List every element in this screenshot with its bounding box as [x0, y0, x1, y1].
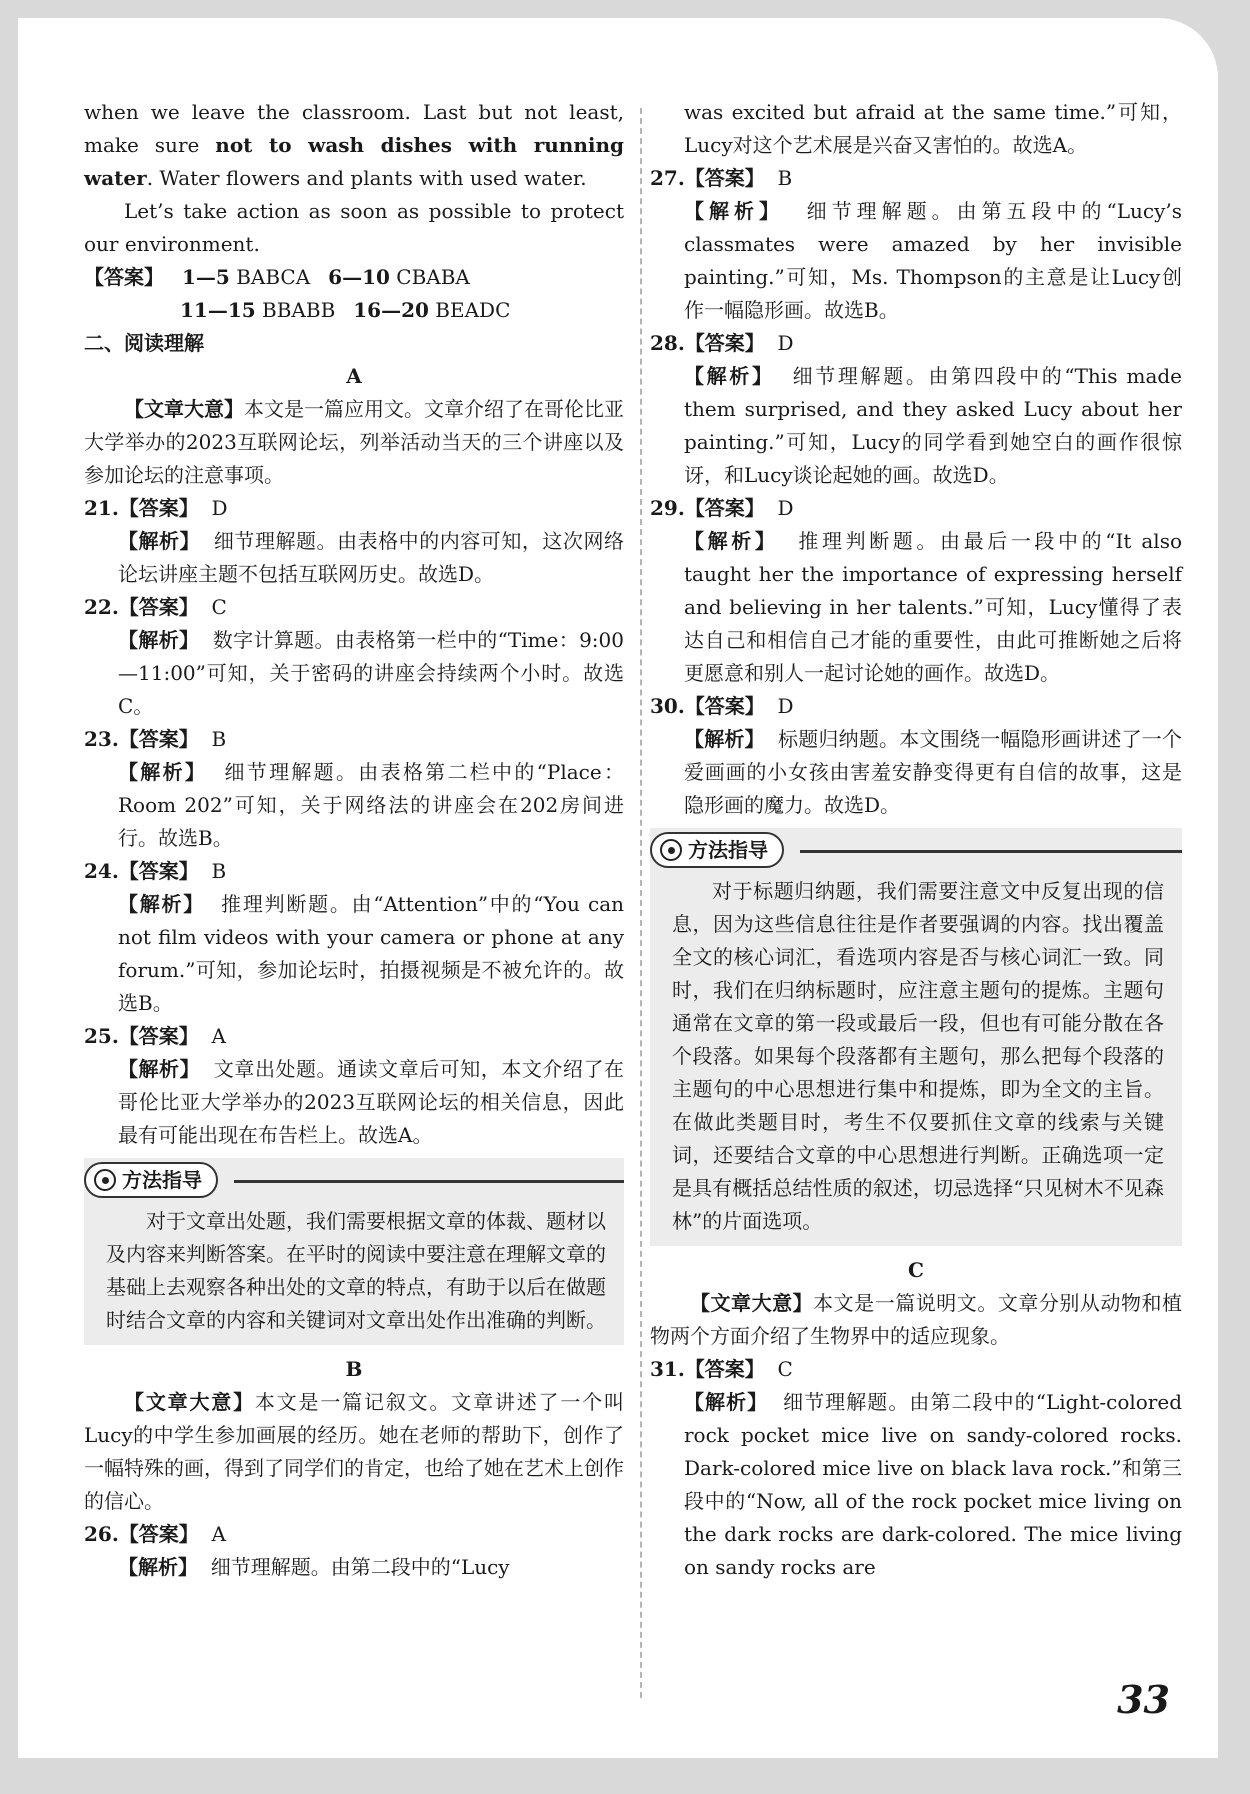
method-guide-box — [84, 1158, 624, 1345]
method-guide-header-2: 方法指导 — [650, 832, 784, 868]
left-column — [84, 96, 624, 1584]
method-guide-header: 方法指导 — [84, 1162, 218, 1198]
part-a-label: A — [346, 364, 362, 388]
method-guide-box-2 — [650, 828, 1182, 1246]
item-30: 30.【答案】 D 【解析】 标题归纳题。本文围绕一幅隐形画讲述了一个爱画画的小女孩由害羞安静变得更有自信的故事，这是隐形画的魔力。故选D。 — [650, 694, 1183, 817]
item-21: 21.【答案】 D 【解析】 细节理解题。由表格中的内容可知，这次网络论坛讲座主题不包括互联网历史。故选D。 — [84, 496, 624, 586]
item-31: 31.【答案】 C 【解析】 细节理解题。由第二段中的“Light-colored rock pocket mice live on sandy-colored rocks. Dark-colored mice live on black lava rock.”和第三段中的“Now, all of the rock pocket mice living on the dark rocks are dark-colored. The mice living on sandy rocks are — [650, 1357, 1182, 1579]
summary-b: 【文章大意】本文是一篇记叙文。文章讲述了一个叫Lucy的中学生参加画展的经历。她在老师的帮助下，创作了一幅特殊的画，得到了同学们的肯定，也给了她在艺术上创作的信心。 — [84, 1390, 625, 1513]
column-divider — [640, 108, 642, 1698]
item-29: 29.【答案】 D 【解析】 推理判断题。由最后一段中的“It also taught her the importance of expressing herself and believing in her talents.”可知，Lucy懂得了表达自己和相信自己才能的重要性，由此可推断她之后将更愿意和别人一起讨论她的画作。故选D。 — [650, 496, 1183, 685]
item-23: 23.【答案】 B 【解析】 细节理解题。由表格第二栏中的“Place：Room 202”可知，关于网络法的讲座会在202房间进行。故选B。 — [84, 727, 624, 850]
item-26-continued: was excited but afraid at the same time.”可知，Lucy对这个艺术展是兴奋又害怕的。故选A。 — [684, 100, 1182, 157]
item-26: 26.【答案】 A 【解析】 细节理解题。由第二段中的“Lucy — [84, 1522, 510, 1579]
item-25: 25.【答案】 A 【解析】 文章出处题。通读文章后可知，本文介绍了在哥伦比亚大学举办的2023互联网论坛的相关信息，因此最有可能出现在布告栏上。故选A。 — [84, 1024, 624, 1147]
page-sheet — [18, 18, 1218, 1758]
essay-ending: when we leave the classroom. Last but not least, make sure not to wash dishes with running water. Water flowers and plants with used water. — [84, 100, 624, 190]
answer-key: 【答案】 1—5 BABCA 6—10 CBABA 11—15 BBABB 16—20 BEADC — [84, 265, 511, 322]
summary-a: 【文章大意】本文是一篇应用文。文章介绍了在哥伦比亚大学举办的2023互联网论坛，列举活动当天的三个讲座以及参加论坛的注意事项。 — [84, 397, 624, 487]
essay-closing: Let’s take action as soon as possible to protect our environment. — [84, 199, 624, 256]
section-title: 二、阅读理解 — [84, 331, 204, 355]
target-icon — [660, 839, 682, 861]
item-28: 28.【答案】 D 【解析】 细节理解题。由第四段中的“This made them surprised, and they asked Lucy about her painting.”可知，Lucy的同学看到她空白的画作很惊讶，和Lucy谈论起她的画。故选D。 — [650, 331, 1183, 487]
summary-c: 【文章大意】本文是一篇说明文。文章分别从动物和植物两个方面介绍了生物界中的适应现象。 — [650, 1291, 1183, 1348]
part-b-label: B — [345, 1357, 363, 1381]
page-number: 33 — [1117, 1677, 1170, 1722]
item-27: 27.【答案】 B 【解析】 细节理解题。由第五段中的“Lucy’s classmates were amazed by her invisible painting.”可知，Ms. Thompson的主意是让Lucy创作一幅隐形画。故选B。 — [650, 166, 1183, 322]
target-icon — [94, 1169, 116, 1191]
item-24: 24.【答案】 B 【解析】 推理判断题。由“Attention”中的“You can not film videos with your camera or phone at any forum.”可知，参加论坛时，拍摄视频是不被允许的。故选B。 — [84, 859, 624, 1015]
item-22: 22.【答案】 C 【解析】 数字计算题。由表格第一栏中的“Time：9:00—11:00”可知，关于密码的讲座会持续两个小时。故选C。 — [84, 595, 624, 718]
part-c-label: C — [908, 1258, 924, 1282]
right-column — [650, 96, 1182, 1584]
method-guide-text-2: 对于标题归纳题，我们需要注意文中反复出现的信息，因为这些信息往往是作者要强调的内容。找出覆盖全文的核心词汇，看选项内容是否与核心词汇一致。同时，我们在归纳标题时，应注意主题句的提炼。主题句通常在文章的第一段或最后一段，但也有可能分散在各个段落。如果每个段落都有主题句，那么把每个段落的主题句的中心思想进行集中和提炼，即为全文的主旨。在做此类题目时，考生不仅要抓住文章的线索与关键词，还要结合文章的中心思想进行判断。正确选项一定是具有概括总结性质的叙述，切忌选择“只见树木不见森林”的片面选项。 — [672, 879, 1164, 1233]
method-guide-text: 对于文章出处题，我们需要根据文章的体裁、题材以及内容来判断答案。在平时的阅读中要注意在理解文章的基础上去观察各种出处的文章的特点，有助于以后在做题时结合文章的内容和关键词对文章出处作出准确的判断。 — [106, 1209, 606, 1332]
